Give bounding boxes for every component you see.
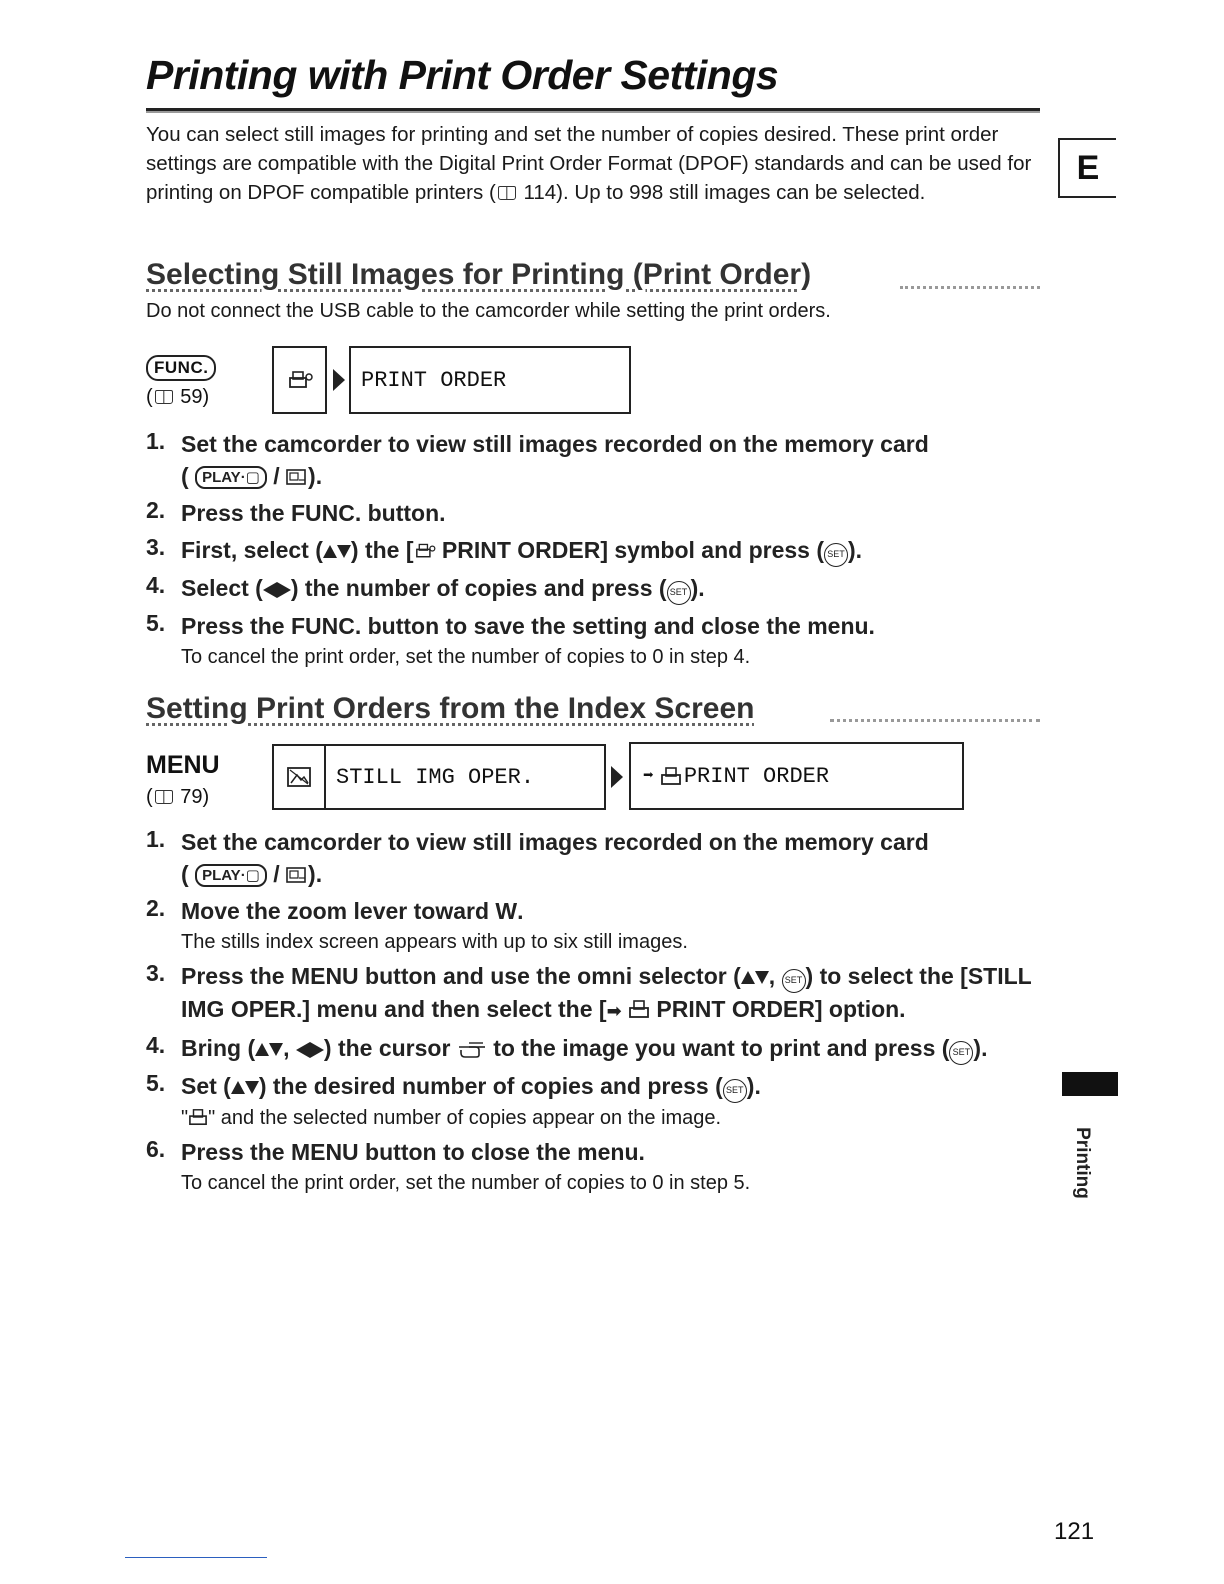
up-arrow-icon [231, 1081, 245, 1094]
down-arrow-icon [337, 545, 351, 558]
step-text: ). [746, 1073, 761, 1099]
step-note: The stills index screen appears with up to six still images. [181, 931, 688, 953]
heading-rule [900, 286, 1040, 289]
book-icon [155, 790, 173, 804]
print-icon [628, 999, 650, 1019]
list-item: 1. Set the camcorder to view still images recorded on the memory card ( PLAY·▢ / ). [146, 428, 929, 489]
menu-button-reference: MENU ( 79) [146, 751, 220, 808]
step-text: Set the camcorder to view still images recorded on the memory card [181, 829, 929, 855]
still-image-icon-cell [274, 746, 326, 808]
func-button-badge: FUNC. [146, 355, 216, 381]
print-icon [660, 766, 682, 786]
list-item [146, 610, 1046, 670]
intro-text-end: ). Up to 998 still images can be selected. [556, 181, 926, 204]
intro-page-ref: 114 [523, 181, 557, 204]
step-note: " and the selected number of copies appear on the image. [208, 1107, 722, 1129]
list-item [146, 497, 1046, 529]
page-number: 121 [1054, 1518, 1095, 1545]
section-note: Do not connect the USB cable to the camcorder while setting the print orders. [146, 300, 831, 322]
list-item: 1. Set the camcorder to view still images recorded on the memory card ( PLAY·▢ / ). [146, 826, 929, 887]
right-arrow-icon: ➡ [606, 1001, 622, 1021]
memory-card-icon [286, 866, 308, 884]
func-page-ref: 59 [180, 386, 203, 408]
step-text: ). [848, 537, 863, 563]
menu-button-label: MENU [146, 751, 220, 779]
section-heading-index-screen: Setting Print Orders from the Index Screen [146, 692, 755, 725]
set-button-icon: SET [667, 581, 691, 605]
section-heading-print-order: Selecting Still Images for Printing (Print Order) [146, 258, 812, 291]
book-icon [155, 390, 173, 404]
step-text: Move the zoom lever toward [181, 898, 496, 924]
menu-arrow-icon [333, 369, 345, 391]
set-button-icon: SET [824, 543, 848, 567]
print-order-menu-box [349, 346, 631, 414]
set-button-icon: SET [723, 1079, 747, 1103]
step-number: 2. [146, 895, 166, 921]
list-item [146, 1070, 1046, 1131]
step-text: ) to select the [STILL IMG OPER.] menu and then select the [ [181, 963, 1032, 1022]
step-text: ) the number of copies and press ( [290, 575, 667, 601]
up-arrow-icon [323, 545, 337, 558]
step-note: " [181, 1107, 189, 1129]
zoom-wide-label: W [495, 898, 518, 924]
hand-cursor-icon [457, 1039, 487, 1059]
step-number: 6. [146, 1136, 166, 1162]
step-text-end: ). [308, 861, 323, 887]
step-number: 3. [146, 534, 166, 560]
step-number: 2. [146, 497, 166, 523]
left-arrow-icon [296, 1042, 310, 1058]
step-text: ) the desired number of copies and press ( [258, 1073, 723, 1099]
set-button-icon: SET [949, 1041, 973, 1065]
step-text: Set ( [181, 1073, 231, 1099]
steps-list-index-screen [146, 826, 1046, 1201]
menu-item-print-order: PRINT ORDER [361, 367, 507, 393]
step-note: To cancel the print order, set the number of copies to 0 in step 4. [181, 646, 751, 668]
language-tab: E [1058, 138, 1116, 198]
list-item [146, 1032, 1046, 1065]
print-order-icon [414, 542, 436, 560]
step-text: ). [690, 575, 705, 601]
footer-line [125, 1557, 267, 1558]
menu-item-still-img-oper: STILL IMG OPER. [336, 764, 535, 790]
func-button-reference: FUNC. ( 59) [146, 352, 216, 412]
down-arrow-icon [755, 971, 769, 984]
step-number: 3. [146, 960, 166, 986]
list-item [146, 1136, 1046, 1196]
print-order-submenu-box [629, 742, 964, 810]
intro-text: You can select still images for printing and set the number of copies desired. These print order settings are compatible with the Digital Print Order Format (DPOF) standards and can be used for printing on DPOF compatible printers ( [146, 123, 1032, 204]
play-mode-badge: PLAY·▢ [195, 466, 267, 489]
step-number: 1. [146, 428, 166, 454]
step-text: to the image you want to print and press ( [486, 1035, 950, 1061]
step-number: 5. [146, 610, 166, 636]
step-text: . [517, 898, 524, 924]
left-arrow-icon [263, 582, 277, 598]
menu-page-ref: 79 [180, 786, 203, 808]
steps-list-print-order [146, 428, 1046, 675]
step-text: Bring ( [181, 1035, 256, 1061]
intro-paragraph [146, 120, 1046, 207]
book-icon [498, 186, 516, 200]
right-arrow-icon [277, 582, 291, 598]
step-text: Press the FUNC. button to save the setting and close the menu. [181, 613, 875, 639]
right-arrow-icon: ➡ [643, 767, 654, 787]
step-text-end: ). [308, 463, 323, 489]
still-image-operations-icon [285, 765, 313, 789]
step-text: , [768, 963, 782, 989]
list-item [146, 572, 1046, 605]
step-text: Set the camcorder to view still images recorded on the memory card [181, 431, 929, 457]
step-text: Press the MENU button to close the menu. [181, 1139, 645, 1165]
print-order-icon-box [272, 346, 327, 414]
list-item [146, 960, 1046, 1027]
step-text: PRINT ORDER] option. [650, 996, 906, 1022]
step-text: PRINT ORDER] symbol and press ( [435, 537, 825, 563]
print-icon [188, 1108, 208, 1126]
menu-item-print-order: PRINT ORDER [683, 763, 830, 789]
down-arrow-icon [269, 1043, 283, 1056]
set-button-icon: SET [782, 969, 806, 993]
play-mode-badge: PLAY·▢ [195, 864, 267, 887]
step-number: 1. [146, 826, 166, 852]
step-number: 4. [146, 572, 166, 598]
menu-arrow-icon [611, 766, 623, 788]
step-note: To cancel the print order, set the number of copies to 0 in step 5. [181, 1172, 751, 1194]
title-rule [146, 108, 1040, 113]
print-order-icon [287, 369, 313, 391]
up-arrow-icon [741, 971, 755, 984]
heading-rule [830, 719, 1040, 722]
step-text: ) the [ [350, 537, 414, 563]
memory-card-icon [286, 468, 308, 486]
step-text: ) the cursor [323, 1035, 457, 1061]
step-text: , [283, 1035, 296, 1061]
step-text: Press the FUNC. button. [181, 500, 446, 526]
step-text: First, select ( [181, 537, 323, 563]
still-img-menu-box [272, 744, 606, 810]
page-title: Printing with Print Order Settings [146, 52, 779, 98]
list-item [146, 895, 1046, 955]
step-number: 5. [146, 1070, 166, 1096]
step-text: Select ( [181, 575, 263, 601]
chapter-label: Printing [1071, 1127, 1093, 1199]
step-text: Press the MENU button and use the omni selector ( [181, 963, 741, 989]
step-text: ). [973, 1035, 988, 1061]
up-arrow-icon [255, 1043, 269, 1056]
chapter-tab-bar [1062, 1072, 1118, 1096]
list-item [146, 534, 1046, 567]
down-arrow-icon [245, 1081, 259, 1094]
step-number: 4. [146, 1032, 166, 1058]
right-arrow-icon [310, 1042, 324, 1058]
